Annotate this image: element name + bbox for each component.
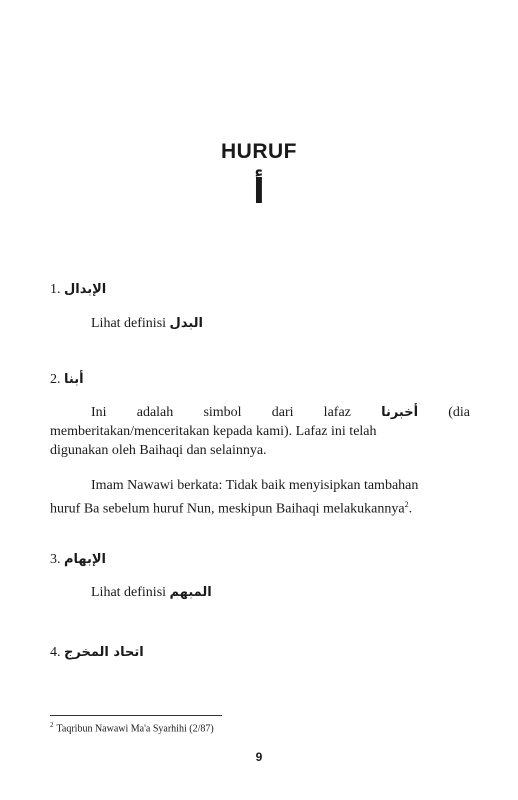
paragraph-text: huruf Ba sebelum huruf Nun, meskipun Baihaqi melakukannya [50,501,405,517]
entry-number: 2. [50,372,61,387]
definition-ref: البدل [169,316,203,331]
paragraph-line: memberitakan/menceritakan kepada kami). Lafaz ini telah [50,424,377,439]
paragraph-line: Imam Nawawi berkata: Tidak baik menyisipkan tambahan [91,478,419,493]
definition-text: Lihat definisi [91,316,167,331]
footnote-mark: 2 [50,721,54,729]
entry-heading-1 [50,282,106,298]
entry-term: اتحاد المخرج [64,645,144,660]
paragraph-text: . [408,501,413,517]
entry-term: الإبهام [64,552,107,567]
footnote [50,721,214,734]
page-number: 9 [255,750,263,764]
paragraph-line: digunakan oleh Baihaqi dan selainnya. [50,443,267,458]
footnote-text: Taqribun Nawawi Ma'a Syarhihi (2/87) [56,723,214,735]
entry-number: 4. [50,645,61,660]
entry-heading-3 [50,552,106,568]
footnote-marker: 2 [404,500,409,509]
entry-definition-3 [91,585,212,601]
entry-term: الإبدال [64,282,107,297]
chapter-title: HURUF [221,140,297,163]
entry-paragraph-2 [50,476,470,519]
paragraph-text: Ini adalah simbol dari lafaz [91,405,351,420]
entry-heading-4 [50,645,144,661]
entry-definition-1 [91,316,203,332]
entry-term: أبنا [64,372,84,387]
entry-number: 1. [50,282,61,297]
definition-text: Lihat definisi [91,585,167,600]
paragraph-line [50,403,470,422]
entry-heading-2 [50,372,84,388]
entry-paragraph-1 [50,403,470,460]
paragraph-text: (dia [448,405,471,420]
chapter-letter: أ [253,172,265,212]
paragraph-line [50,495,470,519]
definition-ref: المبهم [169,585,212,600]
entry-number: 3. [50,552,61,567]
paragraph-arabic: أخبرنا [381,405,419,420]
footnote-divider [50,715,222,716]
